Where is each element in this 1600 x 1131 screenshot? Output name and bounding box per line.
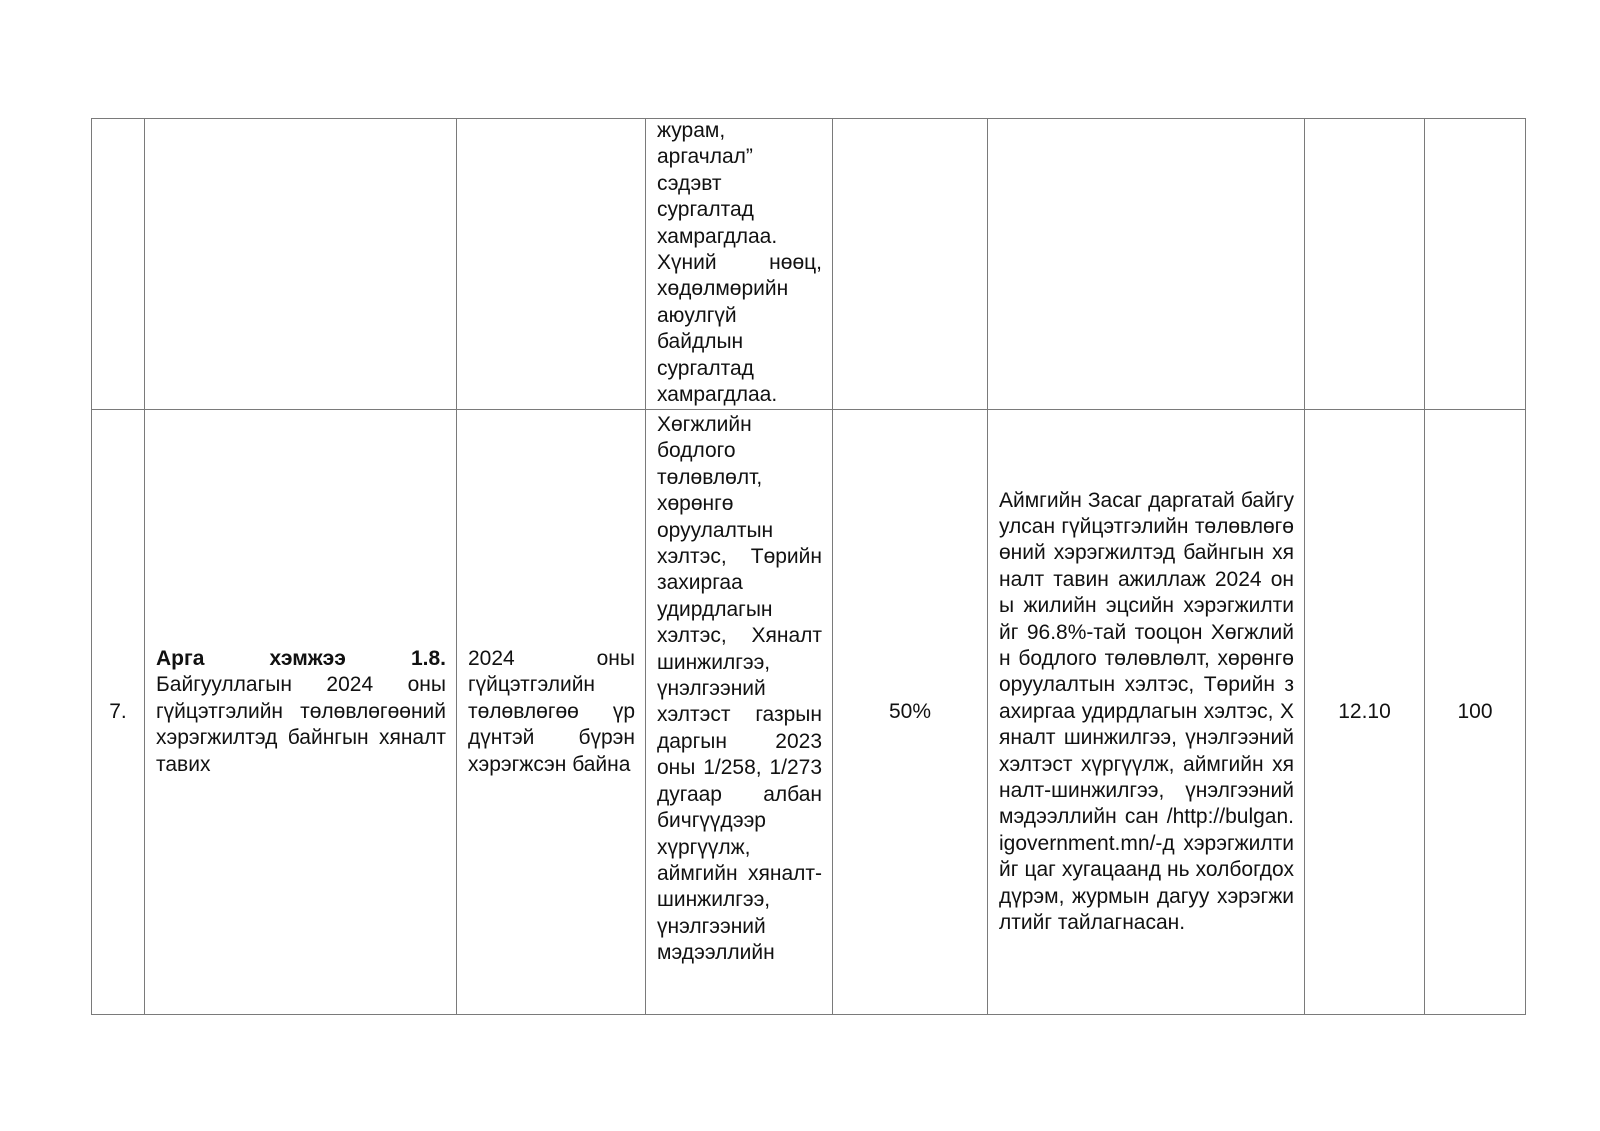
percent-cell [833, 119, 988, 410]
expected-result-cell [457, 119, 646, 410]
score-cell: 100 [1425, 410, 1526, 1015]
evaluation-cell [988, 410, 1305, 1015]
measure-text: Байгууллагын 2024 оны гүйцэтгэлийн төлөвлөгөөний хэрэгжилтэд байнгын хяналт тавих [156, 673, 446, 776]
activity-result-cell [646, 119, 833, 410]
measure-cell [145, 410, 457, 1015]
measure-label: Арга хэмжээ 1.8. [156, 646, 446, 670]
activity-result-text: Хөгжлийн бодлого төлөвлөлт, хөрөнгө оруулалтын хэлтэс, Төрийн захиргаа удирдлагын хэлтэс, Хяналт шинжилгээ, үнэлгээний хэлтэст газрын даргын 2023 оны 1/258, 1/273 дугаар албан бичгүүдээр хүргүүлж, аймгийн хяналт-шинжилгээ, үнэлгээний мэдээллийн [657, 413, 822, 965]
date-cell [1305, 119, 1425, 410]
score-cell [1425, 119, 1526, 410]
activity-result-cell [646, 410, 833, 1015]
activity-result-lines: журам, аргачлал” сэдэвт сургалтад хамрагдлаа. Хүний нөөц, хөдөлмөрийн аюулгүй байдлын сургалтад хамрагдлаа. [657, 119, 822, 407]
date-cell: 12.10 [1305, 410, 1425, 1015]
expected-result-cell [457, 410, 646, 1015]
expected-result-text: 2024 оны гүйцэтгэлийн төлөвлөгөө үр дүнтэй бүрэн хэрэгжсэн байна [468, 646, 635, 776]
table-row [92, 410, 1526, 1015]
evaluation-text: Аймгийн Засаг даргатай байгуулсан гүйцэтгэлийн төлөвлөгөөний хэрэгжилтэд байнгын хяналт тавин ажиллаж 2024 оны жилийн эцсийн хэрэгжилтийг 96.8%-тай тооцон Хөгжлийн бодлого төлөвлөлт, хөрөнгө оруулалтын хэлтэс, Төрийн захиргаа удирдлагын хэлтэс, Хяналт шинжилгээ, үнэлгээний хэлтэст хүргүүлж, аймгийн хяналт-шинжилгээ, үнэлгээний мэдээллийн сан /http://bulgan.igovernment.mn/-д хэрэгжилтийг цаг хугацаанд нь холбогдох дүрэм, журмын дагуу хэрэгжилтийг тайлагнасан. [999, 488, 1294, 935]
number-cell [92, 119, 145, 410]
measure-cell [145, 119, 457, 410]
report-table [91, 118, 1526, 1015]
row-number: 7. [92, 410, 145, 1015]
percent-cell: 50% [833, 410, 988, 1015]
table-row [92, 119, 1526, 410]
evaluation-cell [988, 119, 1305, 410]
